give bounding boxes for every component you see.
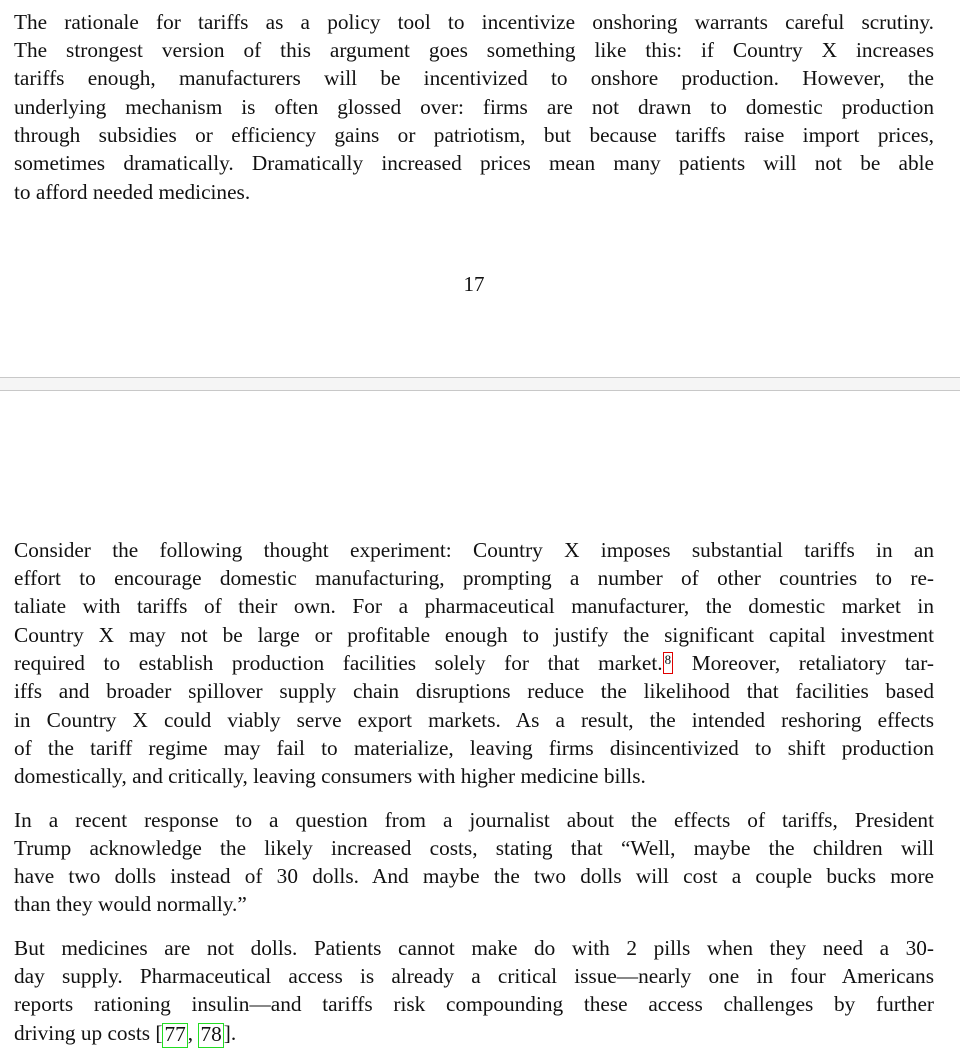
paragraph-line: In a recent response to a question from a journalist about the effects of tariffs, President xyxy=(14,808,934,832)
paragraph-line: Country X may not be large or profitable enough to justify the significant capital investment xyxy=(14,623,934,647)
paragraph-line: tariffs enough, manufacturers will be incentivized to onshore production. However, the xyxy=(14,66,934,90)
paragraph-line xyxy=(14,1019,934,1047)
paragraph-line: day supply. Pharmaceutical access is already a critical issue—nearly one in four Americans xyxy=(14,964,934,988)
citation-separator: , xyxy=(187,1021,199,1045)
paragraph-line: sometimes dramatically. Dramatically increased prices mean many patients will not be able xyxy=(14,151,934,175)
paragraph-line: through subsidies or efficiency gains or patriotism, but because tariffs raise import prices, xyxy=(14,123,934,147)
citation-link-77[interactable]: 77 xyxy=(164,1021,186,1046)
paragraph-line: underlying mechanism is often glossed over: firms are not drawn to domestic production xyxy=(14,95,934,119)
pdf-page-17 xyxy=(0,0,960,377)
page-separator xyxy=(0,377,960,391)
paragraph-line: have two dolls instead of 30 dolls. And maybe the two dolls will cost a couple bucks more xyxy=(14,864,934,888)
footnote-link[interactable]: 8 xyxy=(663,652,674,674)
citation-link-78[interactable]: 78 xyxy=(200,1021,222,1046)
paragraph-line: domestically, and critically, leaving consumers with higher medicine bills. xyxy=(14,764,646,788)
paragraph-line: effort to encourage domestic manufacturing, prompting a number of other countries to re- xyxy=(14,566,934,590)
paragraph-line: But medicines are not dolls. Patients cannot make do with 2 pills when they need a 30- xyxy=(14,936,934,960)
paragraph-line: The strongest version of this argument goes something like this: if Country X increases xyxy=(14,38,934,62)
paragraph-line: Consider the following thought experiment: Country X imposes substantial tariffs in an xyxy=(14,538,934,562)
paragraph-line: in Country X could viably serve export markets. As a result, the intended reshoring effects xyxy=(14,708,934,732)
page-number: 17 xyxy=(463,272,485,296)
paragraph-line: Trump acknowledge the likely increased costs, stating that “Well, maybe the children will xyxy=(14,836,934,860)
paragraph-line xyxy=(14,649,934,677)
paragraph-line: iffs and broader spillover supply chain disruptions reduce the likelihood that facilities based xyxy=(14,679,934,703)
text-span: ]. xyxy=(223,1021,237,1045)
paragraph-line: to afford needed medicines. xyxy=(14,180,251,204)
paragraph-line: of the tariff regime may fail to materialize, leaving firms disincentivized to shift production xyxy=(14,736,934,760)
text-span: required to establish production facilities solely for that market. xyxy=(14,651,663,675)
paragraph-line: taliate with tariffs of their own. For a pharmaceutical manufacturer, the domestic market in xyxy=(14,594,934,618)
paragraph-line: The rationale for tariffs as a policy tool to incentivize onshoring warrants careful scrutiny. xyxy=(14,10,934,34)
text-span: Moreover, retaliatory tar- xyxy=(673,651,934,675)
text-span: driving up costs [ xyxy=(14,1021,163,1045)
paragraph-line: reports rationing insulin—and tariffs risk compounding these access challenges by further xyxy=(14,992,934,1016)
paragraph-line: than they would normally.” xyxy=(14,892,247,916)
pdf-page-18 xyxy=(0,391,960,1060)
